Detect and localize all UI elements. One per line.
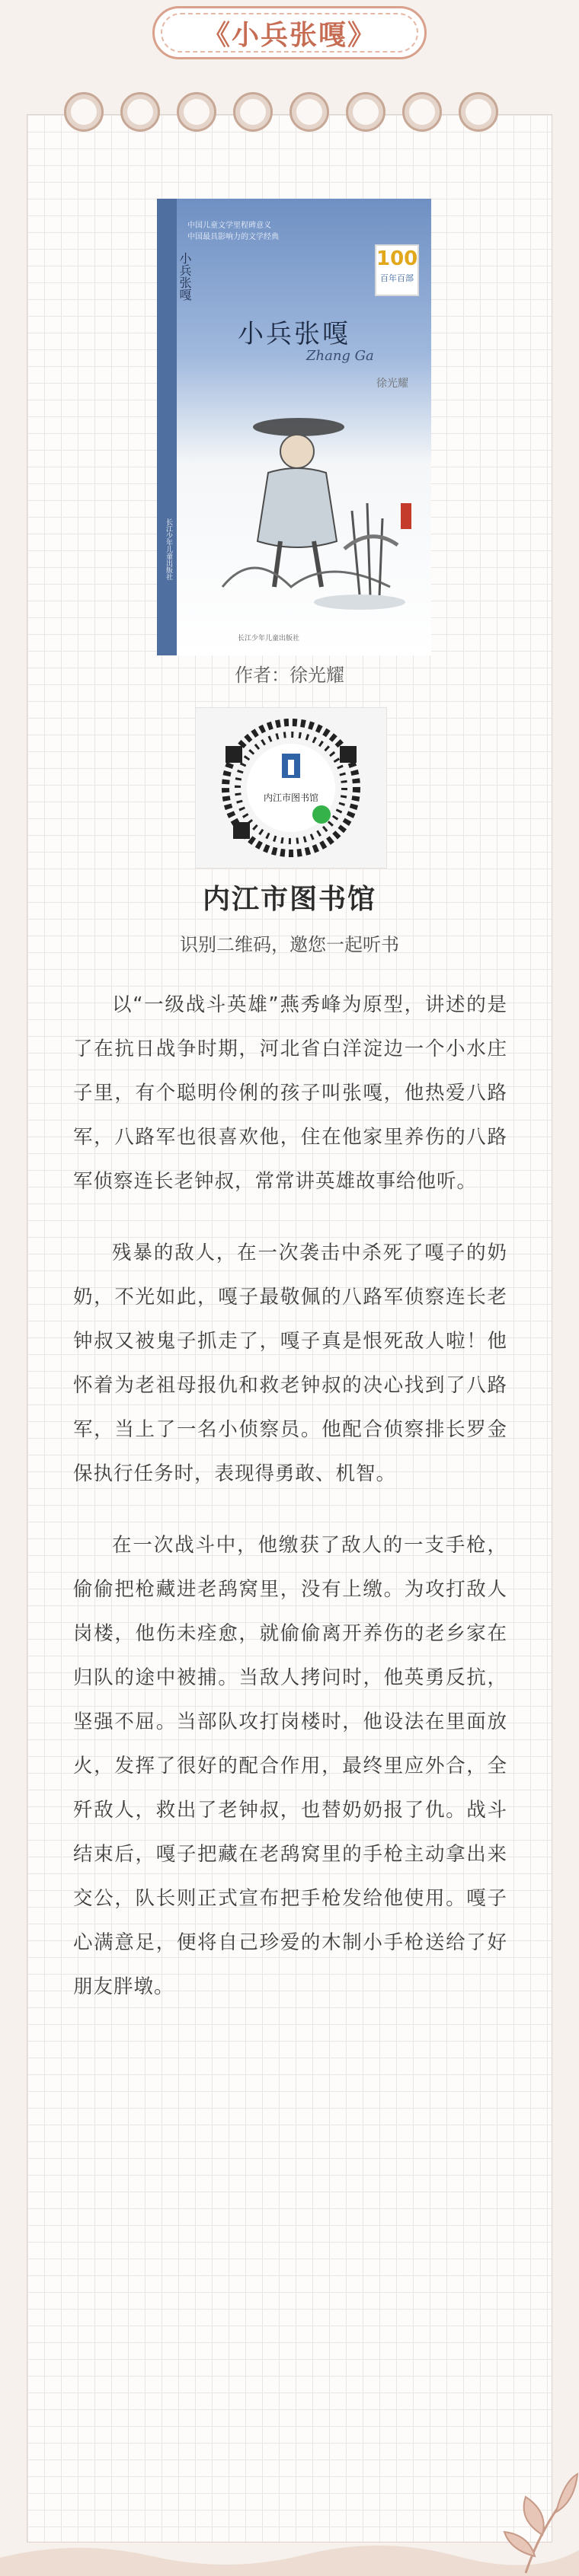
- binder-rings: [27, 92, 552, 138]
- ring-icon: [290, 92, 329, 132]
- badge-number: 100: [376, 247, 418, 270]
- content-card: [27, 114, 552, 2543]
- spine-publisher: 长江少年儿童出版社: [165, 518, 172, 580]
- article-body: [73, 983, 507, 2036]
- cover-band-line1: 中国儿童文学里程碑意义: [187, 222, 271, 230]
- cover-author: 徐光耀: [376, 378, 408, 390]
- title-banner: [0, 0, 579, 70]
- book-face: [177, 199, 431, 655]
- ring-icon: [459, 92, 498, 132]
- ring-icon: [402, 92, 442, 132]
- author-caption: 作者：徐光耀: [235, 665, 344, 686]
- library-name: 内江市图书馆: [202, 884, 376, 915]
- ring-icon: [120, 92, 160, 132]
- cover-vertical-title: 小兵张嘎: [178, 252, 192, 301]
- ring-icon: [64, 92, 104, 132]
- book-spine: [157, 199, 177, 655]
- library-subtitle: 识别二维码，邀您一起听书: [180, 934, 399, 955]
- qr-code[interactable]: [215, 716, 367, 860]
- title-pill: [152, 6, 427, 59]
- cover-subtitle: Zhang Ga: [306, 348, 374, 364]
- cover-title: 小兵张嘎: [238, 319, 350, 349]
- bottom-wave-decoration: [0, 2535, 579, 2576]
- article-paragraph: 残暴的敌人，在一次袭击中杀死了嘎子的奶奶，不光如此，嘎子最敬佩的八路军侦察连长老钟叔又被鬼子抓走了，嘎子真是恨死敌人啦！他怀着为老祖母报仇和救老钟叔的决心找到了八路军，当上了一名小侦察员。他配合侦察排长罗金保执行任务时，表现得勇敢、机智。: [73, 1242, 507, 1485]
- qr-center-label: 内江市图书馆: [263, 792, 319, 803]
- ring-icon: [346, 92, 385, 132]
- article-paragraph: 在一次战斗中，他缴获了敌人的一支手枪，偷偷把枪藏进老鸹窝里，没有上缴。为攻打敌人岗楼，他伤未痊愈，就偷偷离开养伤的老乡家在归队的途中被捕。当敌人拷问时，他英勇反抗，坚强不屈。当部队攻打岗楼时，他设法在里面放火，发挥了很好的配合作用，最终里应外合，全歼敌人，救出了老钟叔，也替奶奶报了仇。战斗结束后，嘎子把藏在老鸹窝里的手枪主动拿出来交公，队长则正式宣布把手枪发给他使用。嘎子心满意足，便将自己珍爱的木制小手枪送给了好朋友胖墩。: [73, 1534, 507, 1998]
- qr-code-icon: [215, 716, 367, 860]
- cover-illustration: [207, 397, 405, 617]
- red-seal-icon: [401, 503, 411, 529]
- cover-band-line2: 中国最具影响力的文学经典: [187, 233, 279, 241]
- ring-icon: [233, 92, 273, 132]
- page-title: 《小兵张嘎》: [202, 19, 376, 51]
- book-cover: [157, 199, 431, 655]
- series-badge: [375, 244, 419, 296]
- qr-code-frame: [195, 707, 387, 869]
- article-paragraph: 以“一级战斗英雄”燕秀峰为原型，讲述的是了在抗日战争时期，河北省白洋淀边一个小水庄子里，有个聪明伶俐的孩子叫张嘎，他热爱八路军，八路军也很喜欢他，住在他家里养伤的八路军侦察连长老钟叔，常常讲英雄故事给他听。: [73, 993, 507, 1193]
- ring-icon: [177, 92, 216, 132]
- leaf-decoration-icon: [495, 2459, 579, 2576]
- cover-publisher: 长江少年儿童出版社: [238, 635, 300, 642]
- cover-band: [187, 220, 340, 244]
- badge-label: 百年百部: [380, 273, 414, 283]
